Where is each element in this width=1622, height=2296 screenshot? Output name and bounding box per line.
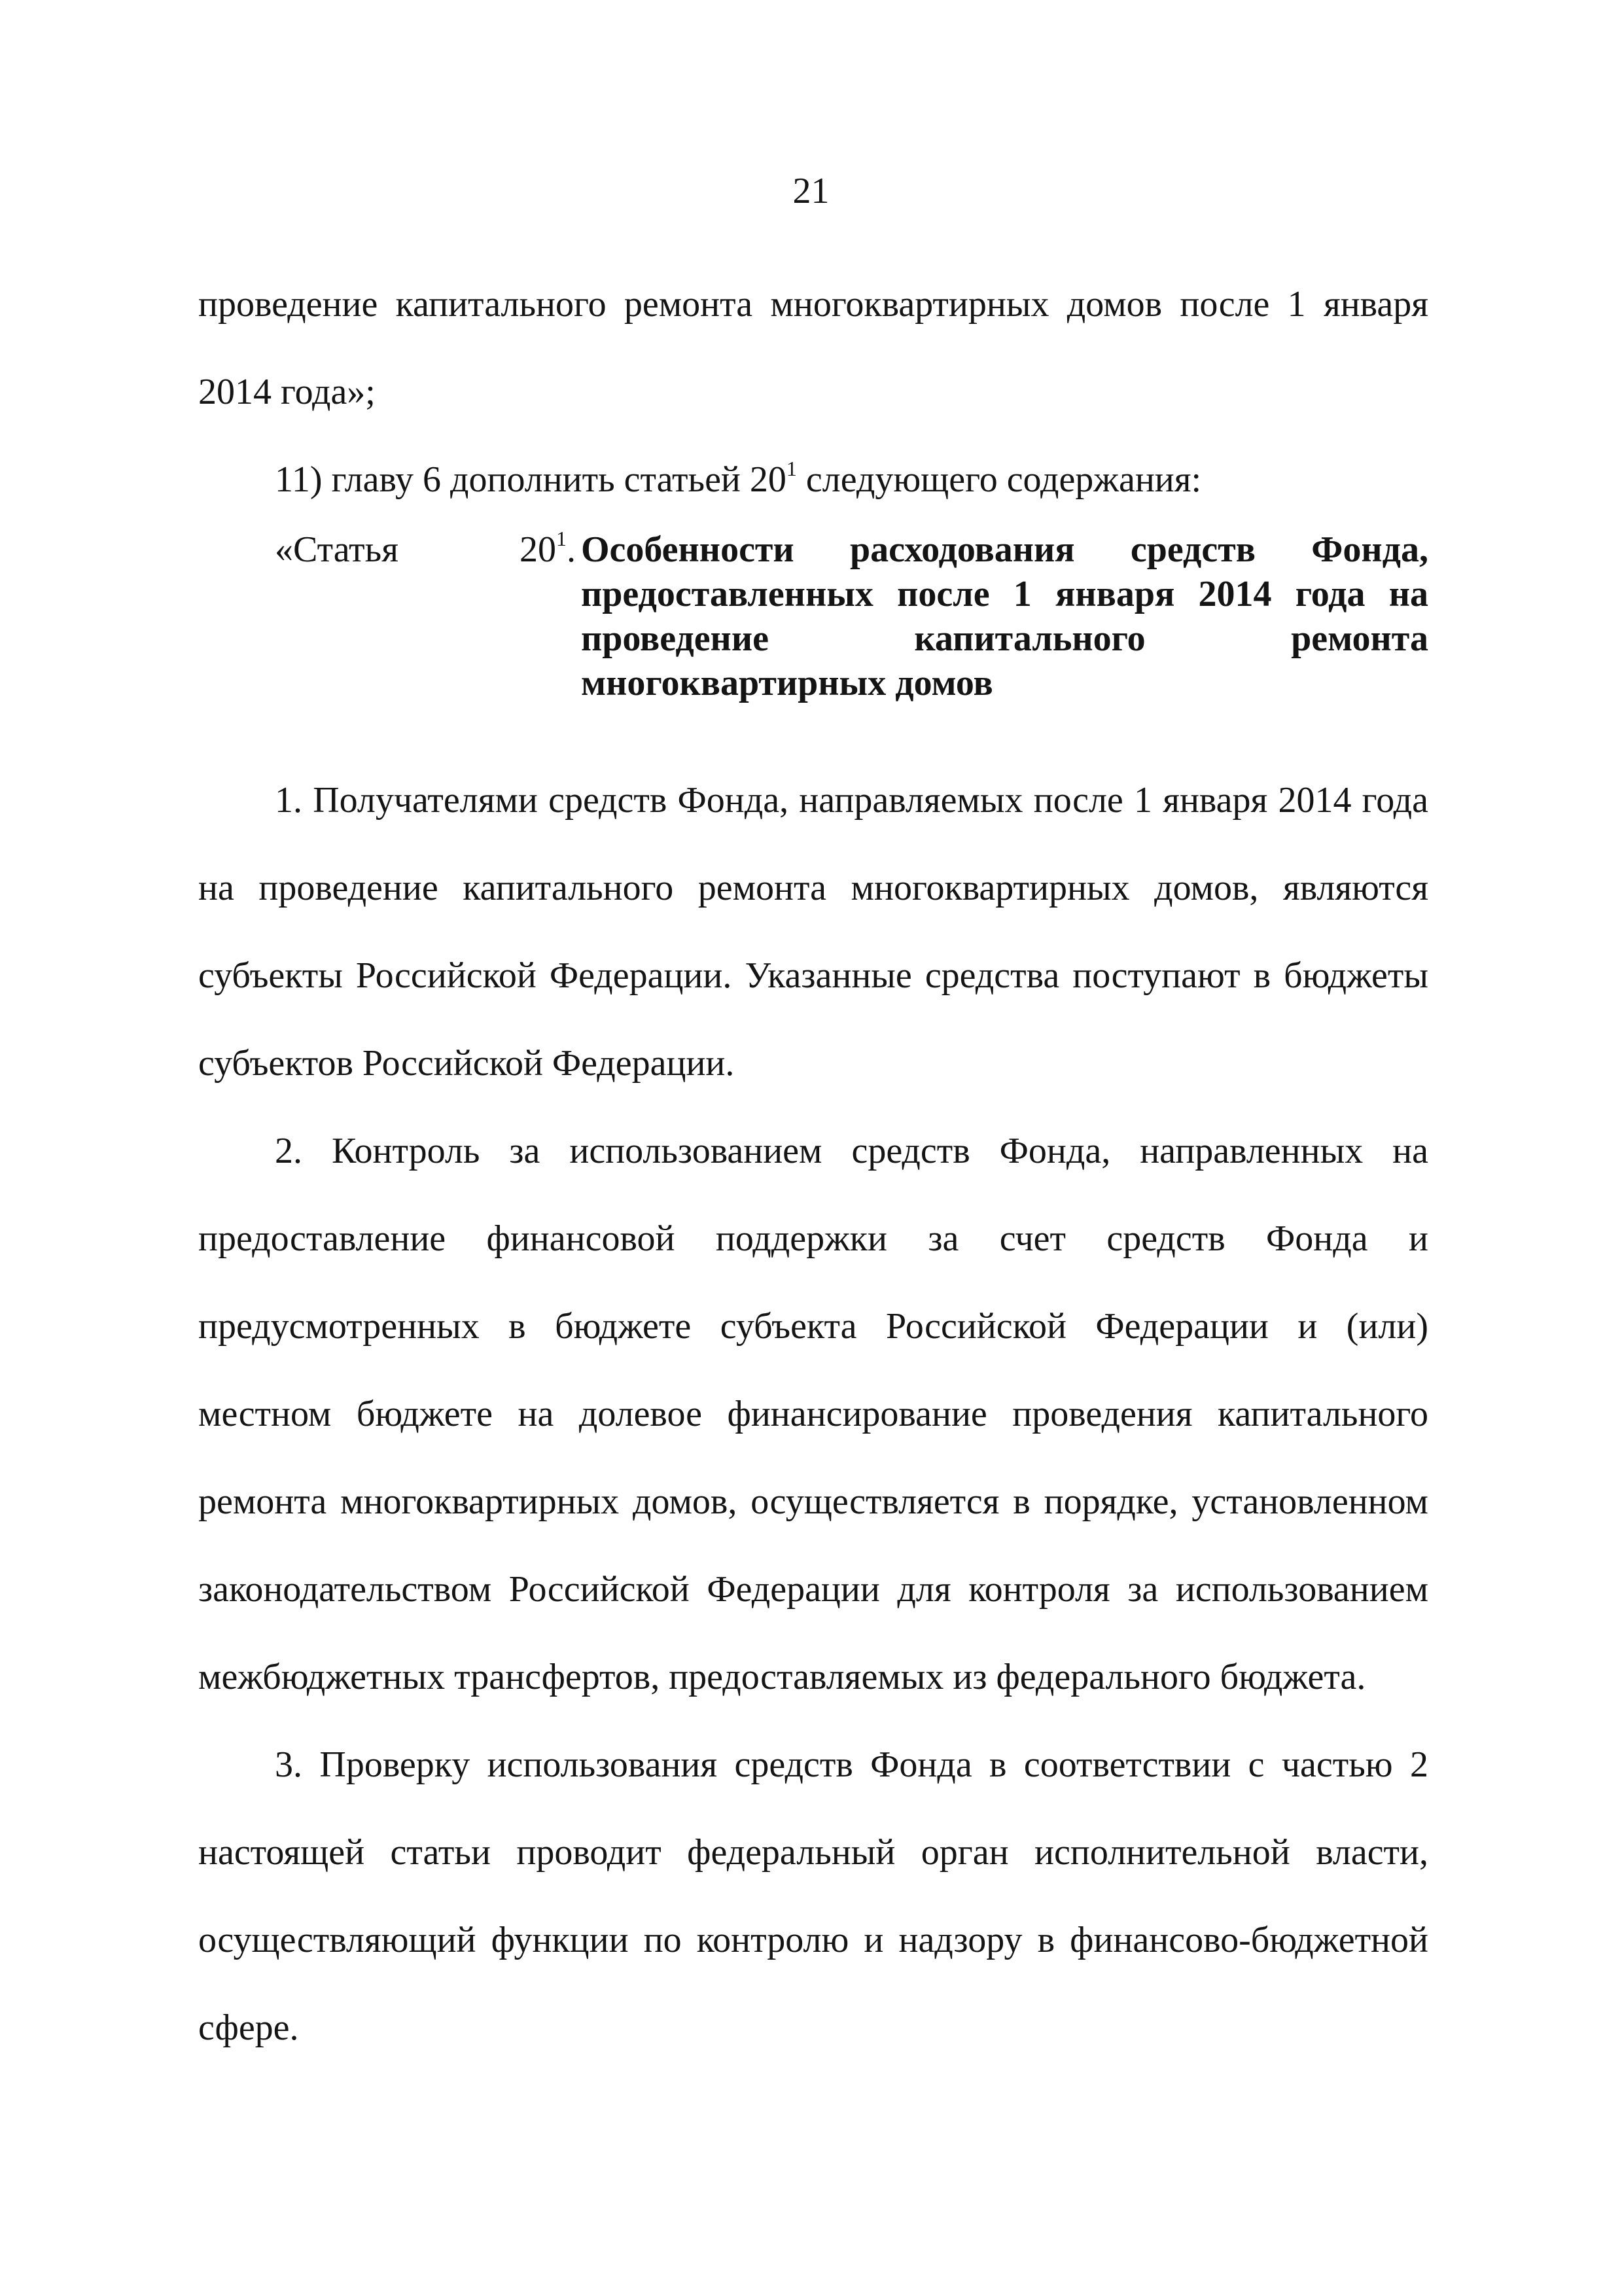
paragraph-3: 3. Проверку использования средств Фонда в соответствии с частью 2 настоящей статьи проводит федеральный орган исполнительной власти, осуществляющий функции по контролю и надзору в финансово-бюджетной сфере. <box>198 1744 1428 2048</box>
spacer <box>198 743 1428 756</box>
document-body <box>198 263 1428 2072</box>
article-label-word: «Статья <box>275 529 398 570</box>
item-11-text: 11) главу 6 дополнить статьей 20 <box>275 459 786 500</box>
item-11-superscript: 1 <box>786 457 797 480</box>
page-number: 21 <box>792 171 830 211</box>
article-label-number: 20 <box>520 529 556 570</box>
article-label-number-group <box>520 527 576 572</box>
paragraph-2: 2. Контроль за использованием средств Фонда, направленных на предоставление финансовой поддержки за счет средств Фонда и предусмотренных в бюджете субъекта Российской Федерации и (или) местном бюджете на долевое финансирование проведения капитального ремонта многоквартирных домов, осуществляется в порядке, установленном законодательством Российской Федерации для контроля за использованием межбюджетных трансфертов, предоставляемых из федерального бюджета. <box>198 1131 1428 1697</box>
item-11-paragraph <box>198 436 1428 523</box>
article-title: Особенности расходования средств Фонда, предоставленных после 1 января 2014 года на проведение капитального ремонта многоквартирных домов <box>581 529 1428 703</box>
paragraph-1: 1. Получателями средств Фонда, направляемых после 1 января 2014 года на проведение капитального ремонта многоквартирных домов, являются субъекты Российской Федерации. Указанные средства поступают в бюджеты субъектов Российской Федерации. <box>198 780 1428 1084</box>
article-label <box>275 527 576 572</box>
article-label-dot: . <box>567 529 576 570</box>
item-11-text-end: следующего содержания: <box>796 459 1202 500</box>
intro-paragraph: проведение капитального ремонта многоквартирных домов после 1 января 2014 года»; <box>198 284 1428 412</box>
article-heading <box>198 527 1428 743</box>
article-label-superscript: 1 <box>556 527 567 550</box>
